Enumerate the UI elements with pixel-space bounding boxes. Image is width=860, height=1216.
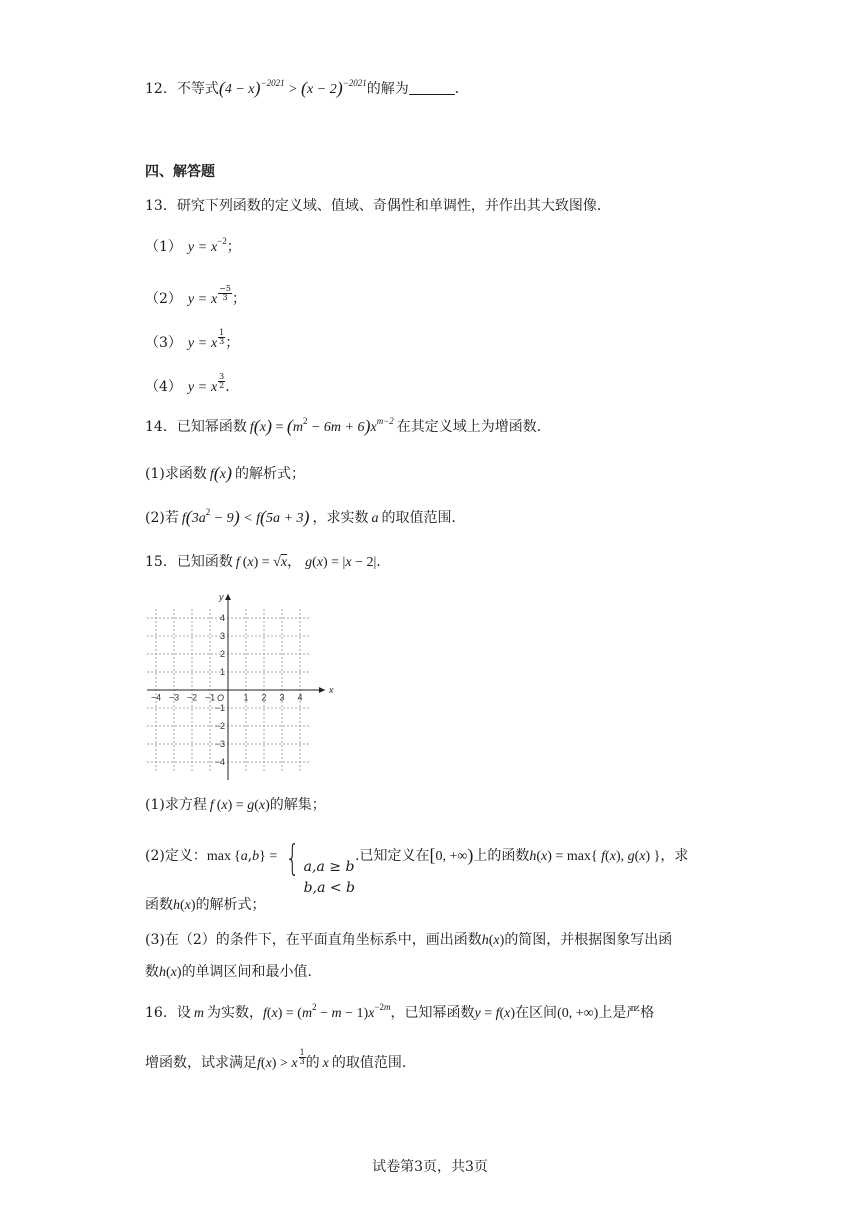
y-tick-label: 2 (219, 649, 225, 659)
y-axis-label: y (219, 592, 224, 602)
q13-item-2: （2） y = x $\frac{-5}{3}$ ； (145, 284, 246, 307)
question-12: 12．不等式$(4 - x)^{-2021} > (x - 2)^{-2021}$的解为 ． (145, 78, 469, 98)
x-tick-label: 3 (279, 692, 285, 703)
question-13 (145, 196, 611, 216)
origin-label: O (216, 693, 224, 703)
answer-blank[interactable] (409, 80, 455, 95)
q15-part-1: (1)求方程 f (x) = g(x)的解集； (145, 797, 326, 813)
q13-item-1: （1） $y = x^{-2}$； (145, 236, 241, 255)
y-tick-label: 1 (219, 667, 225, 677)
coordinate-grid (145, 590, 335, 780)
q12-suffix: 的解为 (366, 81, 409, 97)
x-tick-label: −2 (186, 692, 198, 703)
q15-part-2-line-2: 函数h(x)的解析式； (145, 897, 266, 913)
q15-part-3-line-2: 数h(x)的单调区间和最小值. (145, 964, 313, 980)
y-tick-label: −2 (214, 721, 225, 731)
y-tick-label: −1 (214, 703, 225, 713)
q12-inequality: $(4 - x)^{-2021} > (x - 2)^{-2021}$ (218, 78, 367, 98)
q14-part-1: (1)求函数 f(x) 的解析式； (145, 463, 305, 483)
x-tick-label: −3 (168, 692, 180, 703)
q12-number: 12． (145, 81, 177, 97)
x-tick-label: 1 (243, 692, 249, 703)
y-tick-label: −4 (214, 757, 225, 767)
question-14: 14．已知幂函数 $f(x) = (m^2 - 6m + 6)x^{m-2}$ 在其定义域上为增函数． (145, 416, 551, 436)
x-axis-label: x (329, 685, 334, 695)
y-tick-label: −3 (214, 739, 225, 749)
y-tick-label: 4 (219, 613, 225, 623)
q13-number: 13． (145, 198, 177, 214)
y-axis-arrow (225, 594, 231, 600)
q15-part-2: (2)定义：max {a,b} = { a,a ≥ b b,a < b .已知定义在[0, +∞)上的函数h(x) = max{ f(x), g(x) }，求 (145, 838, 689, 896)
x-tick-label: 4 (297, 692, 303, 703)
y-tick-label: 3 (219, 631, 225, 641)
q13-item-4: （4） y = x $\frac{3}{2}$ ． (145, 372, 240, 395)
x-tick-label: −4 (150, 692, 162, 703)
question-15: 15．已知函数 f (x) = √x， g(x) = |x − 2|. (145, 554, 381, 570)
q12-prefix: 不等式 (176, 81, 219, 97)
x-axis-arrow (319, 687, 325, 693)
page-footer: 试卷第3页，共3页 (372, 1159, 488, 1175)
x-tick-label: 2 (261, 692, 267, 703)
q13-text: 研究下列函数的定义域、值域、奇偶性和单调性，并作出其大致图像． (176, 198, 611, 214)
q14-part-2: (2)若 $f(3a^2 - 9) < f(5a + 3)$ ，求实数 a 的取值范围． (145, 507, 466, 527)
section-title: 四、解答题 (145, 164, 215, 180)
q16-line-2: 增函数，试求满足f(x) > x $\frac{1}{3}$ 的 x 的取值范围． (145, 1048, 416, 1071)
x-tick-label: −1 (204, 692, 216, 703)
q13-item-3: （3） y = x $\frac{1}{3}$ ； (145, 328, 240, 351)
question-16: 16．设 m 为实数，$f(x) = (m^2 - m - 1)x^{-2m}$，已知幂函数y = f(x)在区间(0, +∞)上是严格 (145, 1002, 655, 1021)
q15-part-3: (3)在（2）的条件下，在平面直角坐标系中，画出函数h(x)的简图，并根据图象写出函 (145, 932, 673, 948)
